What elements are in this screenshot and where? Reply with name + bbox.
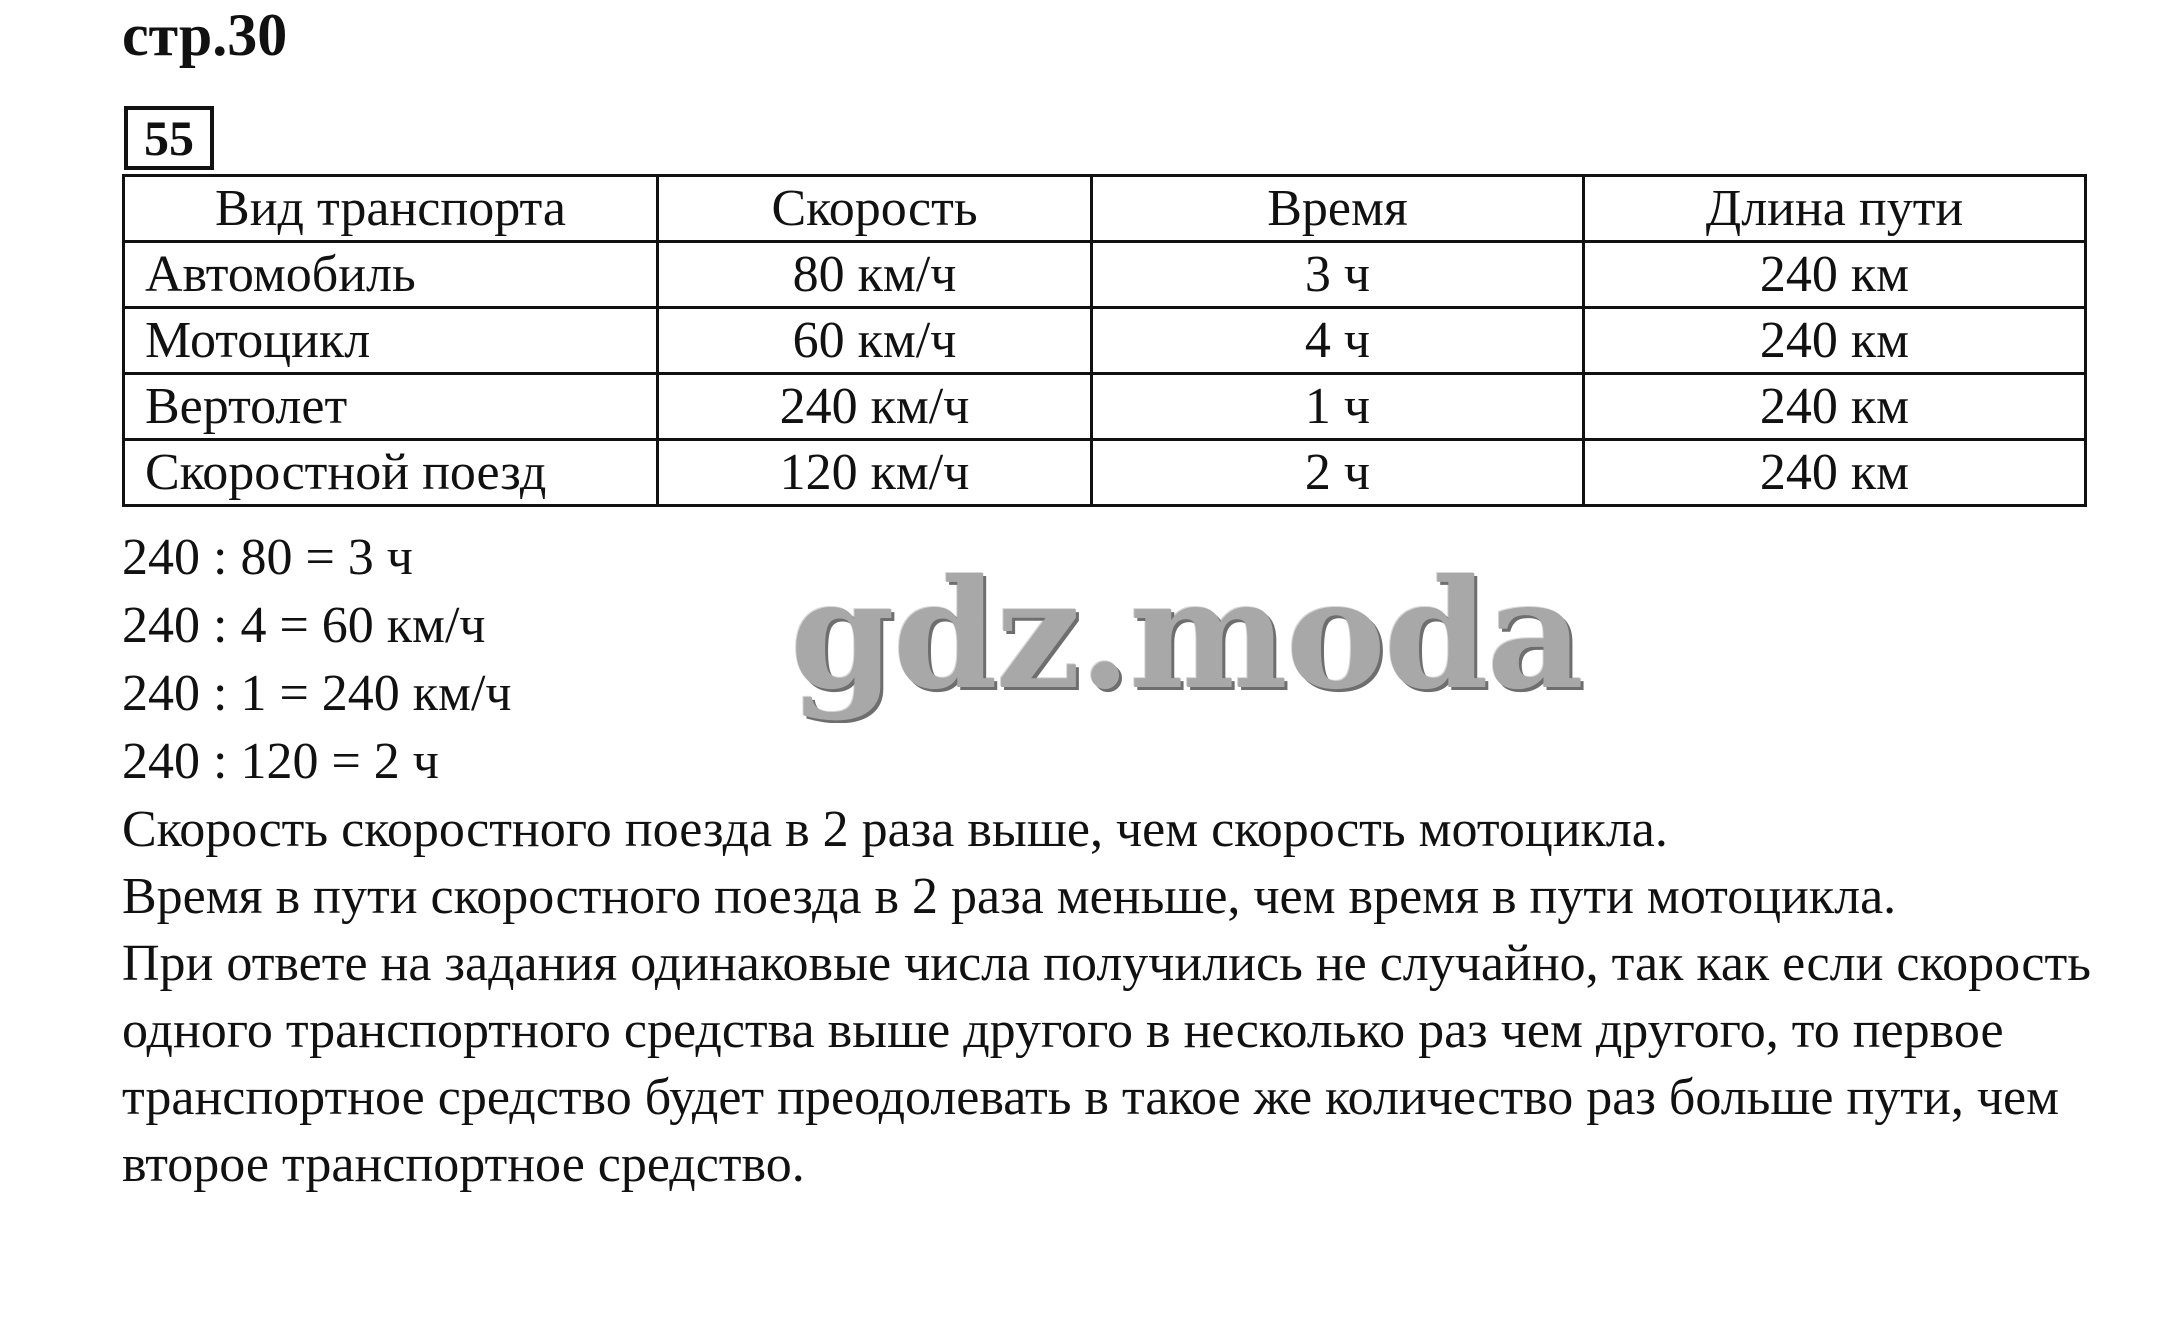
calculation-line: 240 : 120 = 2 ч — [122, 733, 439, 790]
cell-time: 1 ч — [1092, 374, 1584, 440]
cell-transport-type: Автомобиль — [124, 242, 658, 308]
watermark-logo: gdz.moda — [790, 547, 1583, 723]
cell-speed: 80 км/ч — [658, 242, 1092, 308]
cell-time: 2 ч — [1092, 440, 1584, 506]
header-time: Время — [1092, 176, 1584, 242]
table-row — [124, 242, 2086, 308]
cell-speed: 240 км/ч — [658, 374, 1092, 440]
answer-text — [122, 796, 2162, 1198]
paragraph-time-comparison: Время в пути скоростного поезда в 2 раза меньше, чем время в пути мотоцикла. — [122, 868, 1897, 925]
cell-speed: 120 км/ч — [658, 440, 1092, 506]
table-row — [124, 374, 2086, 440]
cell-time: 4 ч — [1092, 308, 1584, 374]
calculation-line: 240 : 1 = 240 км/ч — [122, 665, 512, 722]
header-distance: Длина пути — [1584, 176, 2086, 242]
table-row — [124, 308, 2086, 374]
cell-transport-type: Вертолет — [124, 374, 658, 440]
cell-distance: 240 км — [1584, 374, 2086, 440]
cell-transport-type: Мотоцикл — [124, 308, 658, 374]
page-title: стр.30 — [122, 2, 288, 68]
cell-speed: 60 км/ч — [658, 308, 1092, 374]
cell-distance: 240 км — [1584, 242, 2086, 308]
cell-time: 3 ч — [1092, 242, 1584, 308]
task-number-box: 55 — [124, 106, 214, 170]
calculations — [122, 524, 512, 796]
calculation-line: 240 : 80 = 3 ч — [122, 529, 413, 586]
cell-transport-type: Скоростной поезд — [124, 440, 658, 506]
cell-distance: 240 км — [1584, 440, 2086, 506]
paragraph-explanation: При ответе на задания одинаковые числа получились не случайно, так как если скорость одного транспортного средства выше другого в несколько раз чем другого, то первое транспортное средство будет преодолевать в такое же количество раз больше пути, чем второе транспортное средство. — [122, 935, 2091, 1193]
table-header-row — [124, 176, 2086, 242]
cell-distance: 240 км — [1584, 308, 2086, 374]
calculation-line: 240 : 4 = 60 км/ч — [122, 597, 486, 654]
transport-table — [122, 174, 2087, 507]
header-speed: Скорость — [658, 176, 1092, 242]
table-row — [124, 440, 2086, 506]
paragraph-speed-comparison: Скорость скоростного поезда в 2 раза выше, чем скорость мотоцикла. — [122, 801, 1668, 858]
header-transport-type: Вид транспорта — [124, 176, 658, 242]
